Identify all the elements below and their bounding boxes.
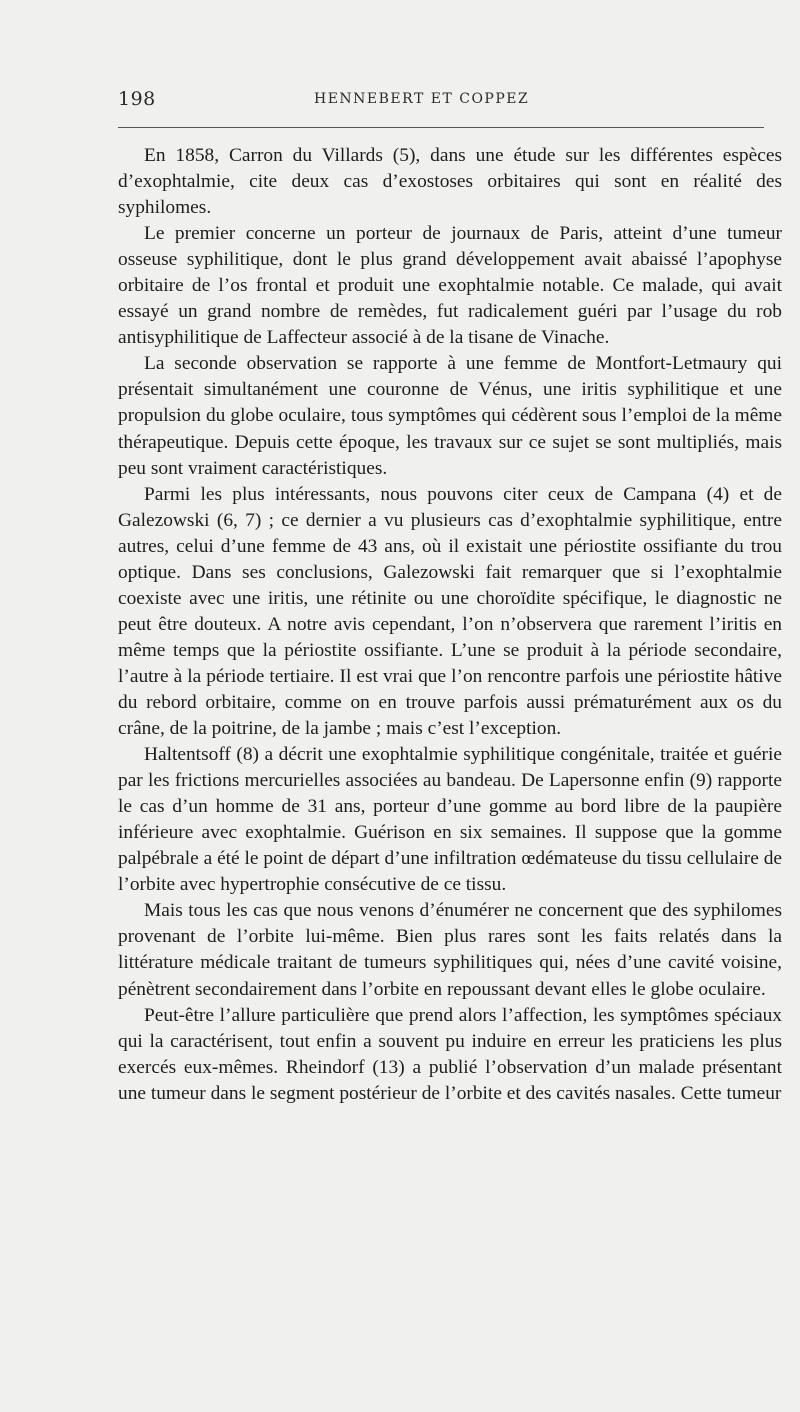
paragraph: Le premier concerne un porteur de journaux de Paris, atteint d’une tumeur osseuse syphilitique, dont le plus grand développement avait abaissé l’apophyse orbitaire de l’os frontal et produit une exophtalmie notable. Ce malade, qui avait essayé un grand nombre de remèdes, fut radicalement guéri par l’usage du rob antisyphilitique de Laffecteur associé à de la tisane de Vinache. (118, 223, 782, 349)
paragraph: Parmi les plus intéressants, nous pouvons citer ceux de Campana (4) et de Galezowski (6, 7) ; ce dernier a vu plusieurs cas d’exophtalmie syphilitique, entre autres, celui d’une femme de 43 ans, où il existait une périostite ossifiante du trou optique. Dans ses conclusions, Galezowski fait remarquer que si l’exophtalmie coexiste avec une iritis, une rétinite ou une choroïdite spécifique, le diagnostic ne peut être douteux. A notre avis cependant, l’on n’observera que rarement l’iritis en même temps que la périostite ossifiante. L’une se produit à la période secondaire, l’autre à la période tertiaire. Il est vrai que l’on rencontre parfois une périostite hâtive du rebord orbitaire, comme on en trouve parfois aussi prématurément aux os du crâne, de la poitrine, de la jambe ; mais c’est l’exception. (118, 483, 782, 740)
paragraph: En 1858, Carron du Villards (5), dans une étude sur les différentes espèces d’exophtalmie, cite deux cas d’exostoses orbitaires qui sont en réalité des syphilomes. (118, 145, 782, 219)
running-head: HENNEBERT ET COPPEZ (314, 91, 530, 107)
page-number: 198 (118, 88, 156, 110)
paragraph: Mais tous les cas que nous venons d’énumérer ne concernent que des syphilomes provenant de l’orbite lui-même. Bien plus rares sont les faits relatés dans la littérature médicale traitant de tumeurs syphilitiques qui, nées d’une cavité voisine, pénètrent secondairement dans l’orbite en repoussant devant elles le globe oculaire. (118, 900, 782, 1000)
paragraph: La seconde observation se rapporte à une femme de Montfort-Letmaury qui présentait simultanément une couronne de Vénus, une iritis syphilitique et une propulsion du globe oculaire, tous symptômes qui cédèrent sous l’emploi de la même thérapeutique. Depuis cette époque, les travaux sur ce sujet se sont multipliés, mais peu sont vraiment caractéristiques. (118, 353, 782, 479)
page-header (118, 88, 766, 114)
paragraph: Peut-être l’allure particulière que prend alors l’affection, les symptômes spéciaux qui la caractérisent, tout enfin a souvent pu induire en erreur les praticiens les plus exercés eux-mêmes. Rheindorf (13) a publié l’observation d’un malade présentant une tumeur dans le segment postérieur de l’orbite et des cavités nasales. Cette tumeur (118, 1004, 782, 1104)
paragraph: Haltentsoff (8) a décrit une exophtalmie syphilitique congénitale, traitée et guérie par les frictions mercurielles associées au bandeau. De Lapersonne enfin (9) rapporte le cas d’un homme de 31 ans, porteur d’une gomme au bord libre de la paupière inférieure avec exophtalmie. Guérison en six semaines. Il suppose que la gomme palpébrale a été le point de départ d’une infiltration œdémateuse du tissu cellulaire de l’orbite avec hypertrophie consécutive de ce tissu. (118, 744, 782, 896)
body-text (118, 143, 782, 1107)
header-rule (118, 127, 764, 128)
